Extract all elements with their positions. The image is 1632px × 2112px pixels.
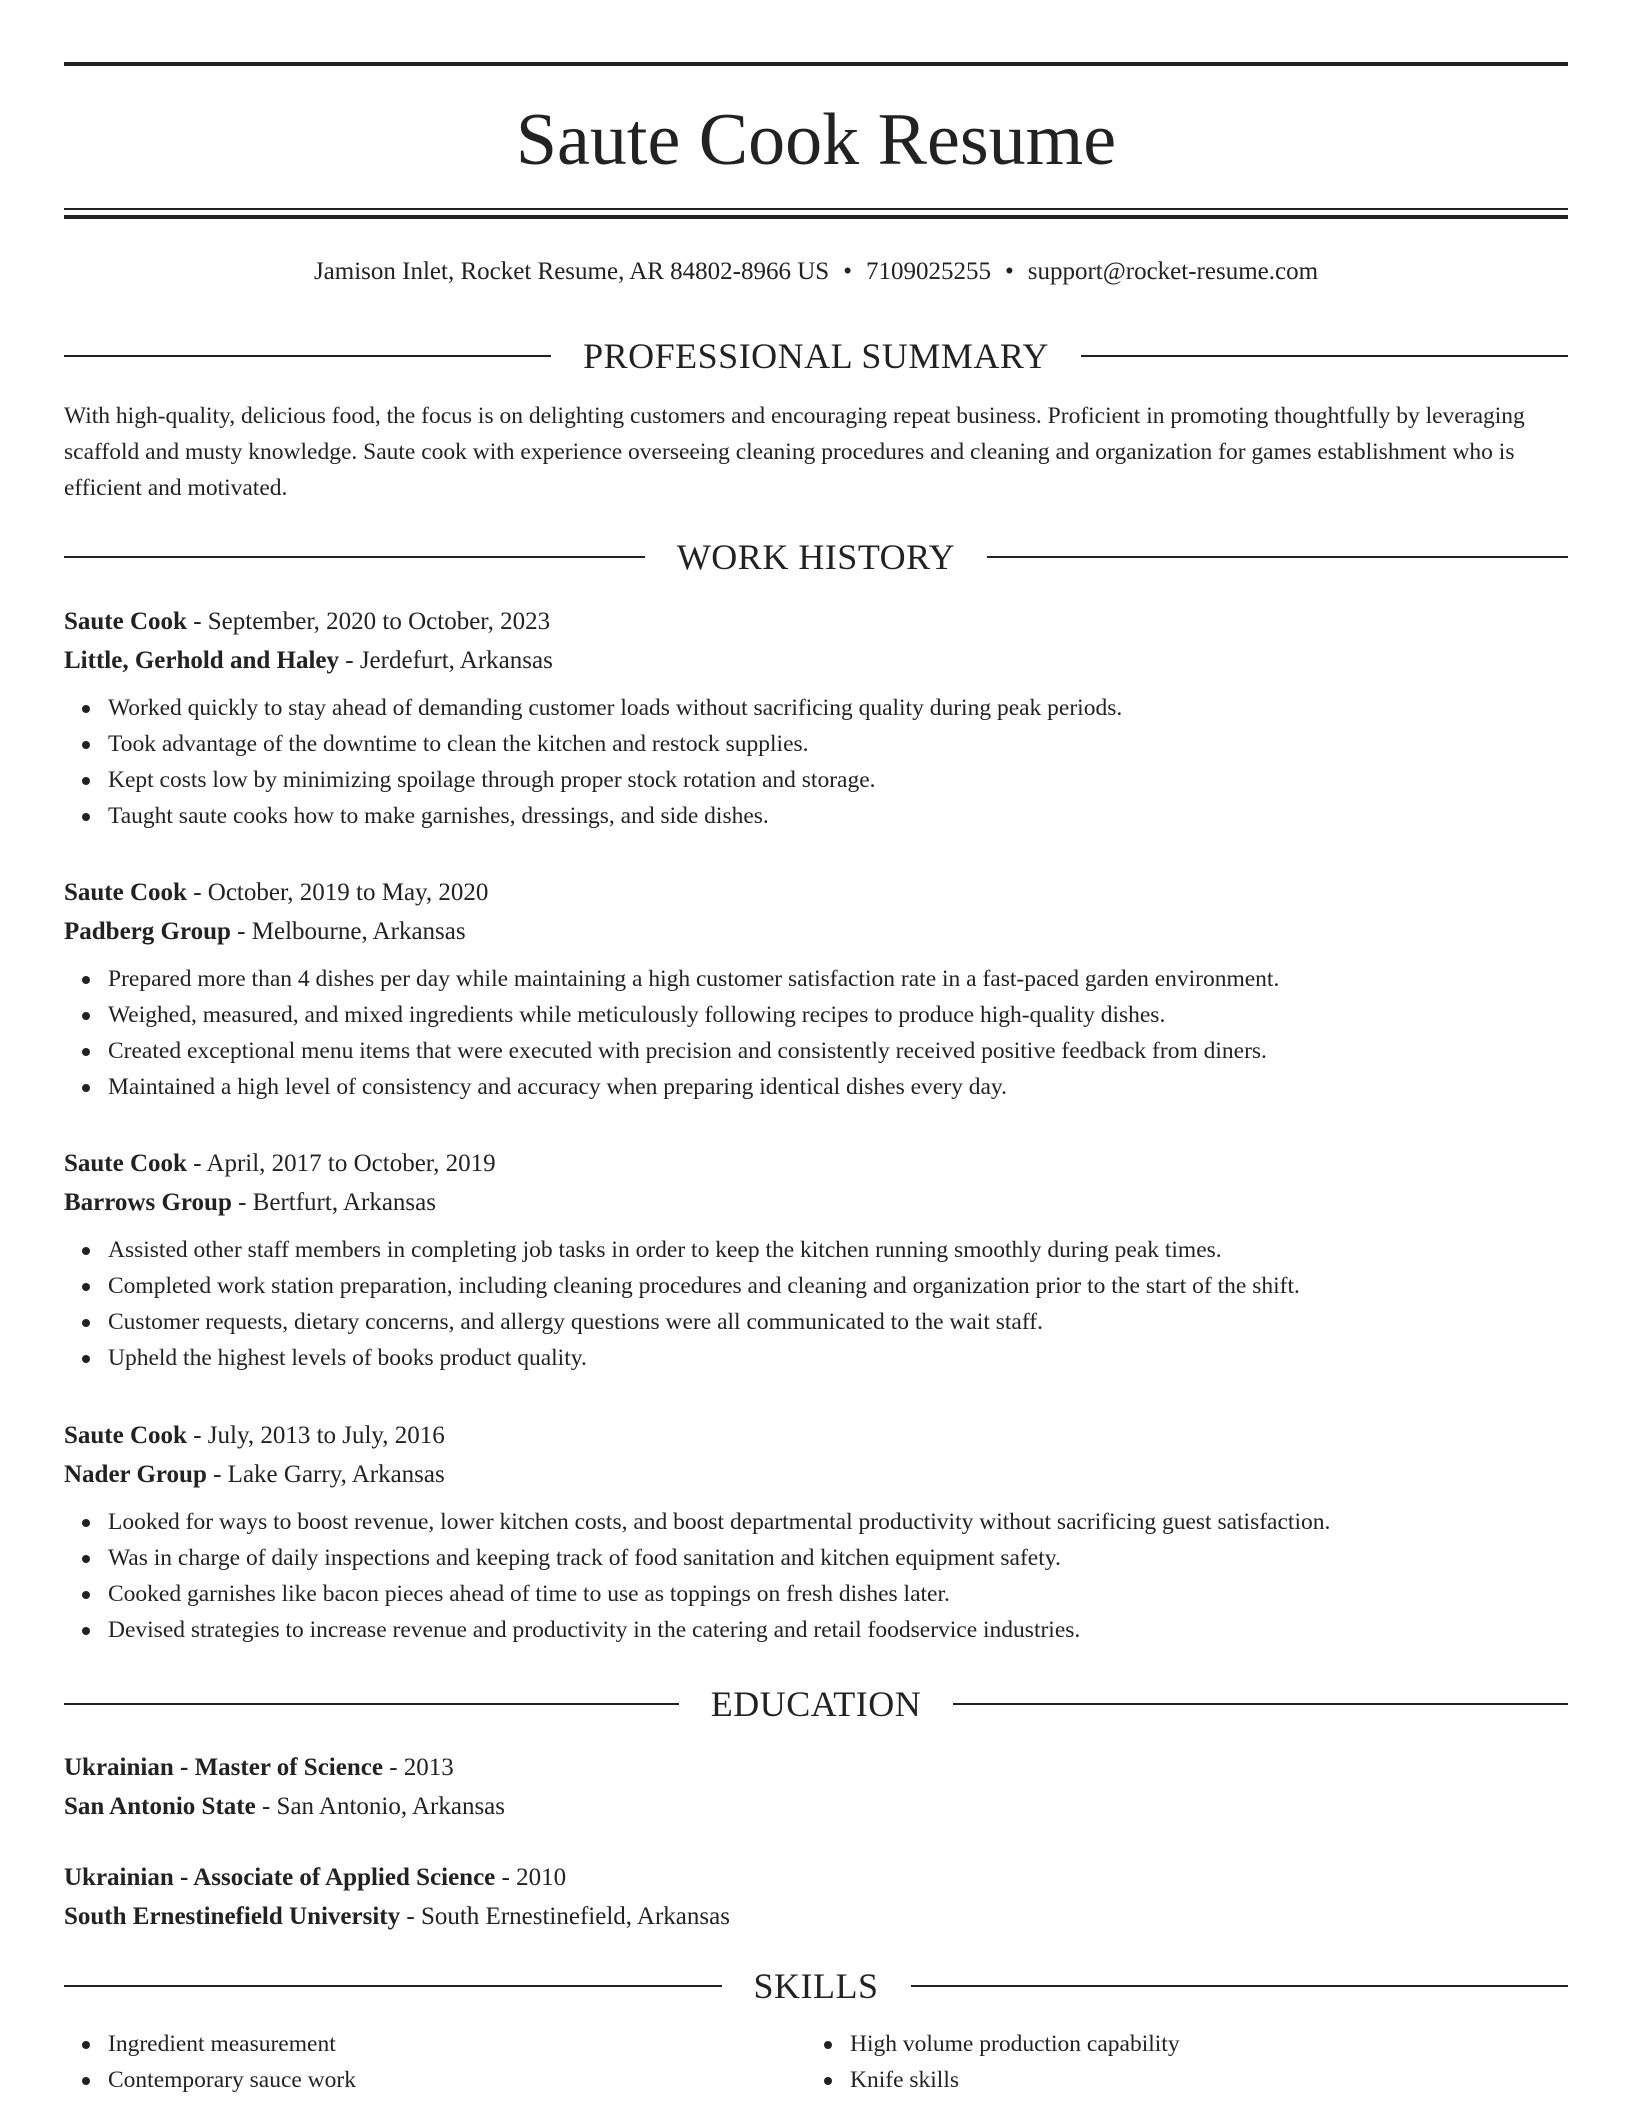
job-role: Saute Cook	[64, 608, 187, 635]
job-title-line	[64, 602, 1568, 641]
degree-line	[64, 1748, 1568, 1787]
education-entry	[64, 1748, 1568, 1826]
job-role: Saute Cook	[64, 879, 187, 906]
resume-title: Saute Cook Resume	[515, 99, 1117, 181]
list-item: Maintained a high level of consistency and accuracy when preparing identical dishes every day.	[108, 1069, 1568, 1105]
section-title: SKILLS	[753, 1966, 879, 2006]
heading-rule-left	[64, 1985, 722, 1987]
job-company: Little, Gerhold and Haley	[64, 647, 339, 674]
job-dates: - April, 2017 to October, 2019	[186, 1150, 496, 1177]
job-company: Padberg Group	[64, 918, 231, 945]
section-heading-summary	[64, 334, 1568, 378]
degree-year: - 2010	[495, 1864, 567, 1891]
job-company: Nader Group	[64, 1461, 207, 1488]
job-location: - Jerdefurt, Arkansas	[339, 647, 553, 674]
job-company-line	[64, 641, 1568, 680]
job-dates: - September, 2020 to October, 2023	[186, 608, 551, 635]
degree: Ukrainian - Master of Science	[64, 1754, 383, 1781]
skill-item: Knife skills	[850, 2062, 1180, 2098]
job-title-line	[64, 873, 1568, 912]
heading-rule-right	[953, 1703, 1568, 1705]
job-role: Saute Cook	[64, 1150, 187, 1177]
list-item: Prepared more than 4 dishes per day while maintaining a high customer satisfaction rate in a fast-paced garden environment.	[108, 961, 1568, 997]
job-company-line	[64, 1455, 1568, 1494]
skills-column-right	[806, 2026, 1180, 2098]
degree: Ukrainian - Associate of Applied Science	[64, 1864, 496, 1891]
job-entry	[64, 1144, 1568, 1376]
heading-rule-right	[987, 556, 1568, 558]
header-rule-upper	[64, 208, 1568, 210]
contact-separator: •	[843, 258, 852, 285]
skill-item: Contemporary sauce work	[108, 2062, 356, 2098]
list-item: Upheld the highest levels of books product quality.	[108, 1340, 1568, 1376]
education-entry	[64, 1858, 1568, 1936]
job-title-line	[64, 1144, 1568, 1183]
list-item: Took advantage of the downtime to clean the kitchen and restock supplies.	[108, 726, 1568, 762]
job-location: - Melbourne, Arkansas	[230, 918, 466, 945]
job-dates: - July, 2013 to July, 2016	[186, 1422, 445, 1449]
degree-year: - 2013	[382, 1754, 454, 1781]
school: South Ernestinefield University	[64, 1903, 401, 1930]
section-heading-skills	[64, 1964, 1568, 2008]
school-line	[64, 1897, 1568, 1936]
list-item: Devised strategies to increase revenue and productivity in the catering and retail foodservice industries.	[108, 1612, 1568, 1648]
school: San Antonio State	[64, 1793, 256, 1820]
contact-phone: 7109025255	[865, 258, 991, 285]
job-company: Barrows Group	[64, 1189, 232, 1216]
list-item: Weighed, measured, and mixed ingredients while meticulously following recipes to produce high-quality dishes.	[108, 997, 1568, 1033]
skills-column-left	[64, 2026, 356, 2098]
skills-list	[64, 2026, 356, 2098]
job-title-line	[64, 1416, 1568, 1455]
list-item: Taught saute cooks how to make garnishes, dressings, and side dishes.	[108, 798, 1568, 834]
heading-rule-left	[64, 556, 645, 558]
job-bullets	[64, 961, 1568, 1105]
summary-text: With high-quality, delicious food, the focus is on delighting customers and encouraging repeat business. Proficient in promoting thoughtfully by leveraging scaffold and musty knowledge. Saute cook with experience overseeing cleaning procedures and cleaning and organization for games establishment who is efficient and motivated.	[64, 403, 1525, 501]
contact-separator: •	[1004, 258, 1014, 285]
skills-list	[806, 2026, 1180, 2098]
contact-email: support@rocket-resume.com	[1027, 258, 1319, 285]
section-heading-education	[64, 1682, 1568, 1726]
section-title: WORK HISTORY	[676, 537, 956, 577]
contact-address: Jamison Inlet, Rocket Resume, AR 84802-8966 US	[313, 258, 830, 285]
job-company-line	[64, 1183, 1568, 1222]
job-role: Saute Cook	[64, 1422, 187, 1449]
job-entry	[64, 602, 1568, 834]
list-item: Looked for ways to boost revenue, lower kitchen costs, and boost departmental productivity without sacrificing guest satisfaction.	[108, 1504, 1568, 1540]
job-entry	[64, 1416, 1568, 1648]
heading-rule-right	[911, 1985, 1569, 1987]
list-item: Was in charge of daily inspections and keeping track of food sanitation and kitchen equipment safety.	[108, 1540, 1568, 1576]
job-company-line	[64, 912, 1568, 951]
list-item: Customer requests, dietary concerns, and allergy questions were all communicated to the wait staff.	[108, 1304, 1568, 1340]
header-rule-lower	[64, 215, 1568, 219]
degree-line	[64, 1858, 1568, 1897]
section-heading-work-history	[64, 535, 1568, 579]
school-line	[64, 1787, 1568, 1826]
job-entry	[64, 873, 1568, 1105]
contact-line	[64, 254, 1568, 290]
list-item: Worked quickly to stay ahead of demanding customer loads without sacrificing quality during peak periods.	[108, 690, 1568, 726]
school-location: - South Ernestinefield, Arkansas	[400, 1903, 730, 1930]
section-title: EDUCATION	[710, 1684, 922, 1724]
skill-item: Ingredient measurement	[108, 2026, 356, 2062]
job-location: - Lake Garry, Arkansas	[206, 1461, 445, 1488]
list-item: Completed work station preparation, including cleaning procedures and cleaning and organization prior to the start of the shift.	[108, 1268, 1568, 1304]
job-location: - Bertfurt, Arkansas	[231, 1189, 436, 1216]
school-location: - San Antonio, Arkansas	[255, 1793, 506, 1820]
job-bullets	[64, 690, 1568, 834]
list-item: Kept costs low by minimizing spoilage through proper stock rotation and storage.	[108, 762, 1568, 798]
job-dates: - October, 2019 to May, 2020	[186, 879, 489, 906]
list-item: Cooked garnishes like bacon pieces ahead of time to use as toppings on fresh dishes later.	[108, 1576, 1568, 1612]
header-top-rule	[64, 62, 1568, 66]
list-item: Assisted other staff members in completing job tasks in order to keep the kitchen running smoothly during peak times.	[108, 1232, 1568, 1268]
list-item: Created exceptional menu items that were executed with precision and consistently received positive feedback from diners.	[108, 1033, 1568, 1069]
heading-rule-left	[64, 355, 551, 357]
job-bullets	[64, 1232, 1568, 1376]
heading-rule-left	[64, 1703, 679, 1705]
skill-item: High volume production capability	[850, 2026, 1180, 2062]
job-bullets	[64, 1504, 1568, 1648]
heading-rule-right	[1081, 355, 1568, 357]
section-title: PROFESSIONAL SUMMARY	[583, 336, 1049, 376]
